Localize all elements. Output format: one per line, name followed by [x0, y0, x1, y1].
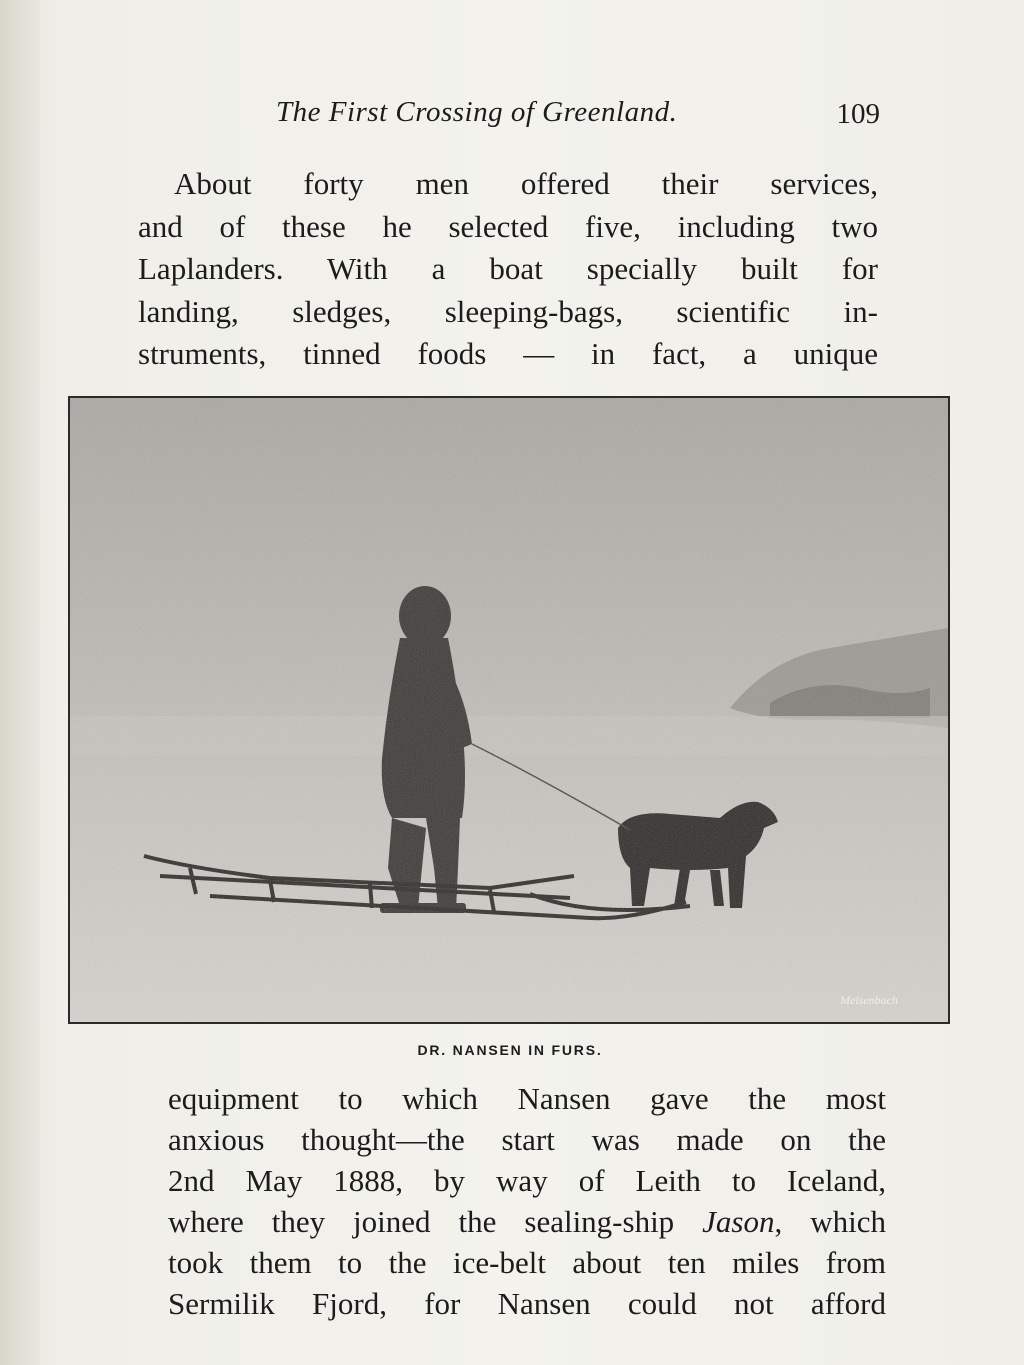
text-line: 2nd May 1888, by way of Leith to Iceland,	[168, 1163, 886, 1198]
running-header	[270, 96, 880, 140]
text-line: anxious thought—the start was made on the	[168, 1122, 886, 1157]
text-segment: , which	[774, 1204, 886, 1239]
text-segment: where they joined the sealing-ship	[168, 1204, 703, 1239]
running-title: The First Crossing of Greenland.	[276, 96, 678, 128]
text-line: About forty men offered their services,	[174, 166, 878, 201]
figure-caption: DR. NANSEN IN FURS.	[417, 1042, 603, 1058]
text-line	[168, 1201, 886, 1242]
text-line: Sermilik Fjord, for Nansen could not afford	[168, 1286, 886, 1321]
photograph-image	[70, 398, 948, 1022]
page-number: 109	[836, 98, 880, 130]
ship-name: Jason	[702, 1204, 775, 1239]
text-line: landing, sledges, sleeping-bags, scientific in-	[138, 293, 878, 329]
paragraph-bottom	[168, 1078, 886, 1324]
paragraph-top	[138, 163, 878, 376]
text-line: struments, tinned foods — in fact, a unique	[138, 336, 878, 371]
text-line: took them to the ice-belt about ten miles from	[168, 1245, 886, 1280]
page-edge	[0, 0, 40, 1365]
photograph-nansen	[68, 396, 950, 1024]
text-line: and of these he selected five, including two	[138, 208, 878, 244]
text-line: Laplanders. With a boat specially built for	[138, 251, 878, 286]
engraver-signature: Meisenbach	[840, 993, 898, 1007]
text-line: equipment to which Nansen gave the most	[168, 1081, 886, 1116]
